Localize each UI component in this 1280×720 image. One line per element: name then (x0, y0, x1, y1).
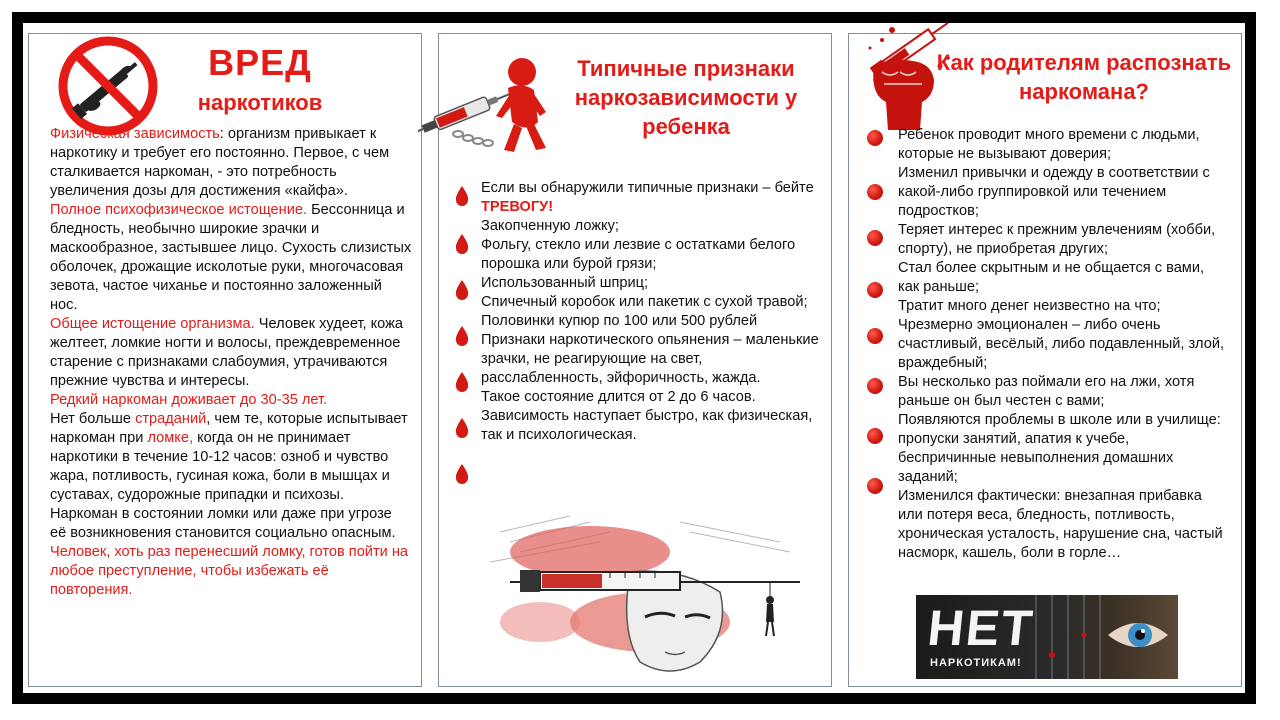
list-item: Стал более скрытным и не общается с вами, как раньше; (898, 260, 1205, 295)
list-item: Закопченную ложку; (481, 218, 619, 234)
blood-drop-icon (455, 326, 469, 346)
needles-decoration (1026, 595, 1116, 679)
blood-drop-icon (455, 280, 469, 300)
list-item: Тратит много денег неизвестно на что; (898, 298, 1161, 314)
list-item: Спичечный коробок или пакетик с сухой травой; (481, 294, 808, 310)
pain-d: ломке, (147, 430, 194, 446)
syringe-chain-figure (418, 52, 558, 162)
blood-drop-icon (455, 186, 469, 206)
harm-title: ВРЕД (208, 42, 312, 83)
parents-list (898, 126, 1228, 563)
alarm-word: ТРЕВОГУ! (481, 199, 554, 215)
bullet-dot-icon (867, 378, 883, 394)
bullet-dot-icon (867, 184, 883, 200)
pain-c: , чем те, которые испытывает наркоман при (50, 411, 408, 446)
list-item: Вы несколько раз поймали его на лжи, хотя раньше он был честен с вами; (898, 374, 1195, 409)
list-item: Половинки купюр по 100 или 500 рублей (481, 313, 758, 329)
pain-e: когда он не принимает наркотики в течение 10-12 часов: озноб и чувство жара, потливость, гусиная кожа, боли в мышцах и суставах, судорожные припадки и психозы. (50, 430, 390, 503)
bullet-dot-icon (867, 282, 883, 298)
blood-drop-icon (455, 372, 469, 392)
list-item: Появляются проблемы в школе или в училище: пропуски занятий, апатия к учебе, беспричинные невыполнения домашних заданий; (898, 412, 1221, 485)
signs-list (481, 179, 821, 445)
list-item: Использованный шприц; (481, 275, 649, 291)
list-item: Такое состояние длится от 2 до 6 часов. (481, 389, 756, 405)
harm-para-1-text: : организм привыкает к наркотику и требует его постоянно. Первое, с чем сталкивается наркоман, - это потребность увеличения дозы для достижения «кайфа». (50, 126, 390, 199)
harm-body (50, 125, 412, 600)
syringe-face-illustration (480, 512, 802, 682)
danger-sentence: Наркоман в состоянии ломки или даже при угрозе её возникновения становится социально опасным. (50, 506, 396, 541)
banner-drugs: НАРКОТИКАМ! (930, 657, 1022, 669)
harm-para-3-text: Человек худеет, кожа желтеет, ломкие ногти и волосы, преждевременное старение с признаками слабоумия, утрачиваются прежние чувства и интересы. (50, 316, 404, 389)
harm-para-2-text: Бессонница и бледность, необычно широкие зрачки и маскообразное, застывшее лицо. Сухость слизистых оболочек, дрожащие исколотые руки, многочасовая зевота, частое чиханье и постоянно заложенный нос. (50, 202, 412, 313)
bullet-dot-icon (867, 130, 883, 146)
list-item: Изменил привычки и одежду в соответствии с какой-либо группировкой или течением подростков; (898, 165, 1210, 219)
no-drugs-icon (56, 34, 160, 138)
harm-para-4-red: Редкий наркоман доживает до 30-35 лет. (50, 392, 328, 408)
blood-drop-icon (455, 418, 469, 438)
blood-drop-icon (455, 464, 469, 484)
banner-no: НЕТ (925, 600, 1037, 656)
pain-b: страданий (135, 411, 207, 427)
signs-intro (481, 179, 821, 217)
signs-intro-text: Если вы обнаружили типичные признаки – бейте (481, 180, 814, 196)
list-item: Фольгу, стекло или лезвие с остатками белого порошка или бурой грязи; (481, 237, 796, 272)
bullet-dot-icon (867, 328, 883, 344)
harm-para-3-red: Общее истощение организма. (50, 316, 255, 332)
list-item: Зависимость наступает быстро, как физическая, так и психологическая. (481, 408, 813, 443)
list-item: Теряет интерес к прежним увлечениям (хобби, спорту), не приобретая других; (898, 222, 1216, 257)
signs-title: Типичные признаки наркозависимости у ребенка (574, 56, 798, 139)
parents-title: Как родителям распознать наркомана? (936, 50, 1232, 104)
harm-subtitle: наркотиков (197, 90, 323, 115)
list-item: Изменился фактически: внезапная прибавка или потеря веса, бледность, потливость, хроническая усталость, нарушение сна, частый насморк, кашель, боли в горле… (898, 488, 1223, 561)
list-item: Признаки наркотического опьянения – маленькие зрачки, не реагирующие на свет, расслабленность, эйфоричность, жажда. (481, 332, 819, 386)
bullet-dot-icon (867, 230, 883, 246)
list-item: Ребенок проводит много времени с людьми, которые не вызывают доверия; (898, 127, 1200, 162)
danger-red: Человек, хоть раз перенесший ломку, готов пойти на любое преступление, чтобы избежать её повторения. (50, 544, 409, 598)
no-drugs-banner (916, 595, 1178, 679)
bullet-dot-icon (867, 478, 883, 494)
list-item: Чрезмерно эмоционален – либо очень счастливый, весёлый, либо подавленный, злой, враждебный; (898, 317, 1225, 371)
eye-icon (1108, 615, 1168, 655)
blood-drop-icon (455, 234, 469, 254)
harm-para-1-red: Физическая зависимость (50, 126, 220, 142)
harm-para-2-red: Полное психофизическое истощение. (50, 202, 308, 218)
bullet-dot-icon (867, 428, 883, 444)
pain-a: Нет больше (50, 411, 136, 427)
